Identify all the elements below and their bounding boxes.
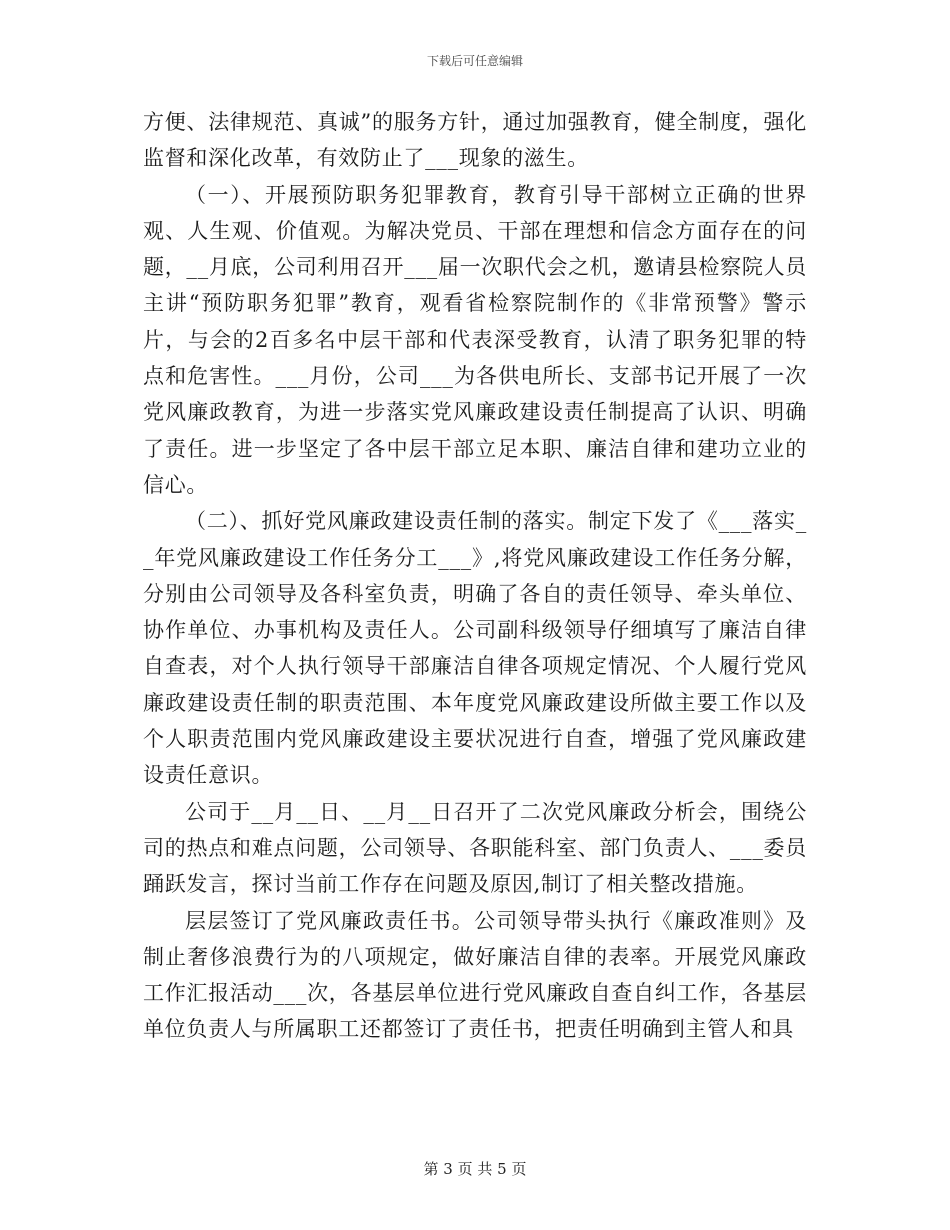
page-number: 第 3 页 共 5 页 — [423, 1160, 527, 1178]
paragraph-5: 层层签订了党风廉政责任书。公司领导带头执行《廉政准则》及制止奢侈浪费行为的八项规定，做好廉洁自律的表率。开展党风廉政工作汇报活动___次，各基层单位进行党风廉政自查自纠工作，各基层单位负责人与所属职工还都签订了责任书，把责任明确到主管人和具 — [143, 908, 807, 1042]
page-header-note: 下载后可任意编辑 — [426, 54, 523, 68]
paragraph-3: （二）、抓好党风廉政建设责任制的落实。制定下发了《___落实__年党风廉政建设工作任务分工___》,将党风廉政建设工作任务分解，分别由公司领导及各科室负责，明确了各自的责任领导、牵头单位、协作单位、办事机构及责任人。公司副科级领导仔细填写了廉洁自律自查表，对个人执行领导干部廉洁自律各项规定情况、个人履行党风廉政建设责任制的职责范围、本年度党风廉政建设所做主要工作以及个人职责范围内党风廉政建设主要状况进行自查，增强了党风廉政建设责任意识。 — [143, 509, 807, 788]
document-body — [143, 104, 807, 1048]
paragraph-2: （一）、开展预防职务犯罪教育，教育引导干部树立正确的世界观、人生观、价值观。为解决党员、干部在理想和信念方面存在的问题，__月底，公司利用召开___届一次职代会之机，邀请县检察院人员主讲“预防职务犯罪”教育，观看省检察院制作的《非常预警》警示片，与会的2百多名中层干部和代表深受教育，认清了职务犯罪的特点和危害性。___月份，公司___为各供电所长、支部书记开展了一次党风廉政教育，为进一步落实党风廉政建设责任制提高了认识、明确了责任。进一步坚定了各中层干部立足本职、廉洁自律和建功立业的信心。 — [143, 182, 807, 497]
paragraph-1: 方便、法律规范、真诚”的服务方针，通过加强教育，健全制度，强化监督和深化改革，有效防止了___现象的滋生。 — [143, 110, 807, 171]
paragraph-4: 公司于__月__日、__月__日召开了二次党风廉政分析会，围绕公司的热点和难点问题，公司领导、各职能科室、部门负责人、___委员踊跃发言，探讨当前工作存在问题及原因,制订了相关整改措施。 — [143, 799, 807, 897]
